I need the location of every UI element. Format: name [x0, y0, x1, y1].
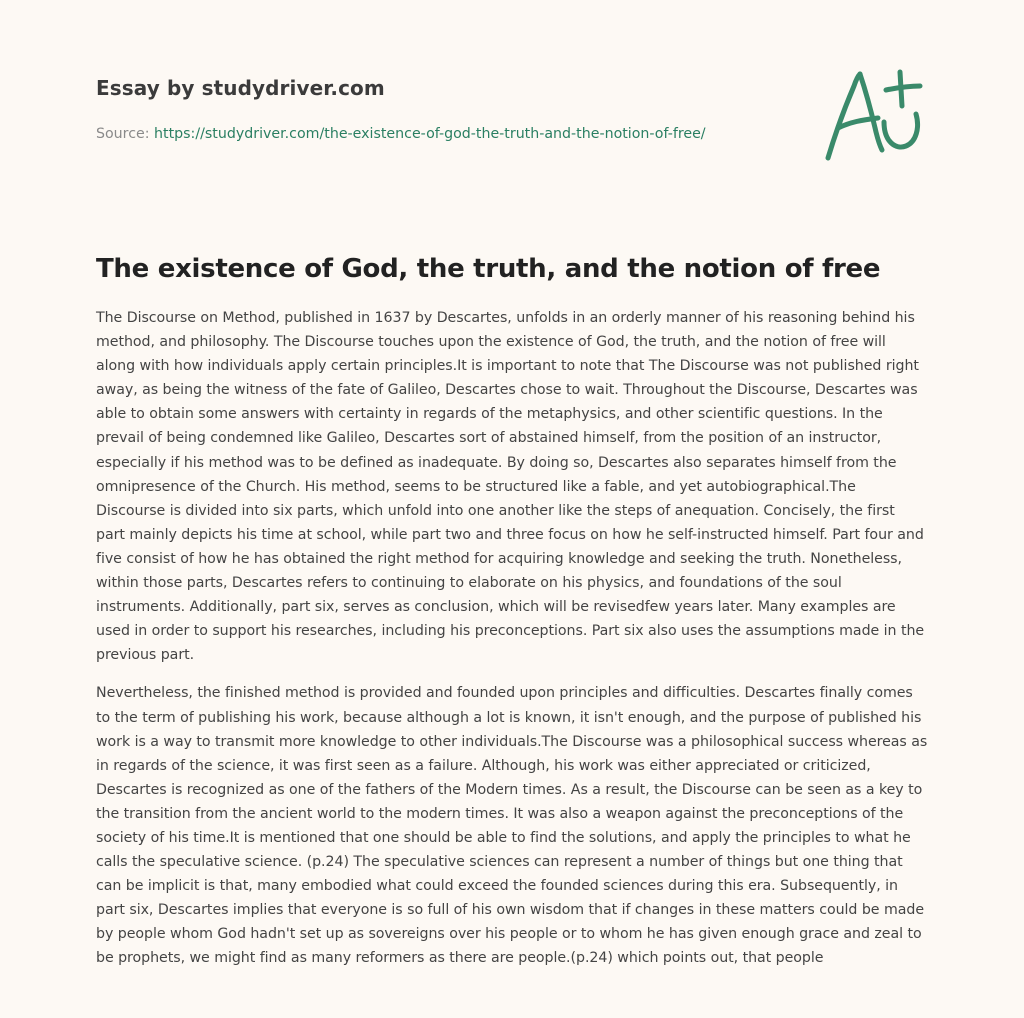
source-link[interactable]: https://studydriver.com/the-existence-of-god-the-truth-and-the-notion-of-free/: [154, 126, 706, 142]
article: [96, 254, 928, 985]
article-title: The existence of God, the truth, and the notion of free: [96, 254, 881, 284]
source-line: [96, 126, 796, 142]
article-paragraph: The Discourse on Method, published in 1637 by Descartes, unfolds in an orderly manner of his reasoning behind his method, and philosophy. The Discourse touches upon the existence of God, the truth, and the notion of free will along with how individuals apply certain principles.It is important to note that The Discourse was not published right away, as being the witness of the fate of Galileo, Descartes chose to wait. Throughout the Discourse, Descartes was able to obtain some answers with certainty in regards of the metaphysics, and other scientific questions. In the prevail of being condemned like Galileo, Descartes sort of abstained himself, from the position of an instructor, especially if his method was to be defined as inadequate. By doing so, Descartes also separates himself from the omnipresence of the Church. His method, seems to be structured like a fable, and yet autobiographical.The Discourse is divided into six parts, which unfold into one another like the steps of anequation. Concisely, the first part mainly depicts his time at school, while part two and three focus on how he self-instructed himself. Part four and five consist of how he has obtained the right method for acquiring knowledge and seeking the truth. Nonetheless, within those parts, Descartes refers to continuing to elaborate on his physics, and foundations of the soul instruments. Additionally, part six, serves as conclusion, which will be revisedfew years later. Many examples are used in order to support his researches, including his preconceptions. Part six also uses the assumptions made in the previous part.: [96, 310, 925, 664]
article-paragraph: Nevertheless, the finished method is provided and founded upon principles and difficulties. Descartes finally comes to the term of publishing his work, because although a lot is known, it isn't enough, and the purpose of published his work is a way to transmit more knowledge to other individuals.The Discourse was a philosophical success whereas as in regards of the science, it was first seen as a failure. Although, his work was either appreciated or criticized, Descartes is recognized as one of the fathers of the Modern times. As a result, the Discourse can be seen as a key to the transition from the ancient world to the modern times. It was also a weapon against the preconceptions of the society of his time.It is mentioned that one should be able to find the solutions, and apply the principles to what he calls the speculative science. (p.24) The speculative sciences can represent a number of things but one thing that can be implicit is that, many embodied what could exceed the founded sciences during this era. Subsequently, in part six, Descartes implies that everyone is so full of his own wisdom that if changes in these matters could be made by people whom God hadn't set up as sovereigns over his people or to whom he has given enough grace and zeal to be prophets, we might find as many reformers as there are people.(p.24) which points out, that people: [96, 685, 928, 967]
source-label: Source:: [96, 126, 150, 142]
essay-header: [96, 76, 796, 142]
a-plus-logo-icon: [820, 66, 930, 166]
site-title: Essay by studydriver.com: [96, 76, 385, 100]
